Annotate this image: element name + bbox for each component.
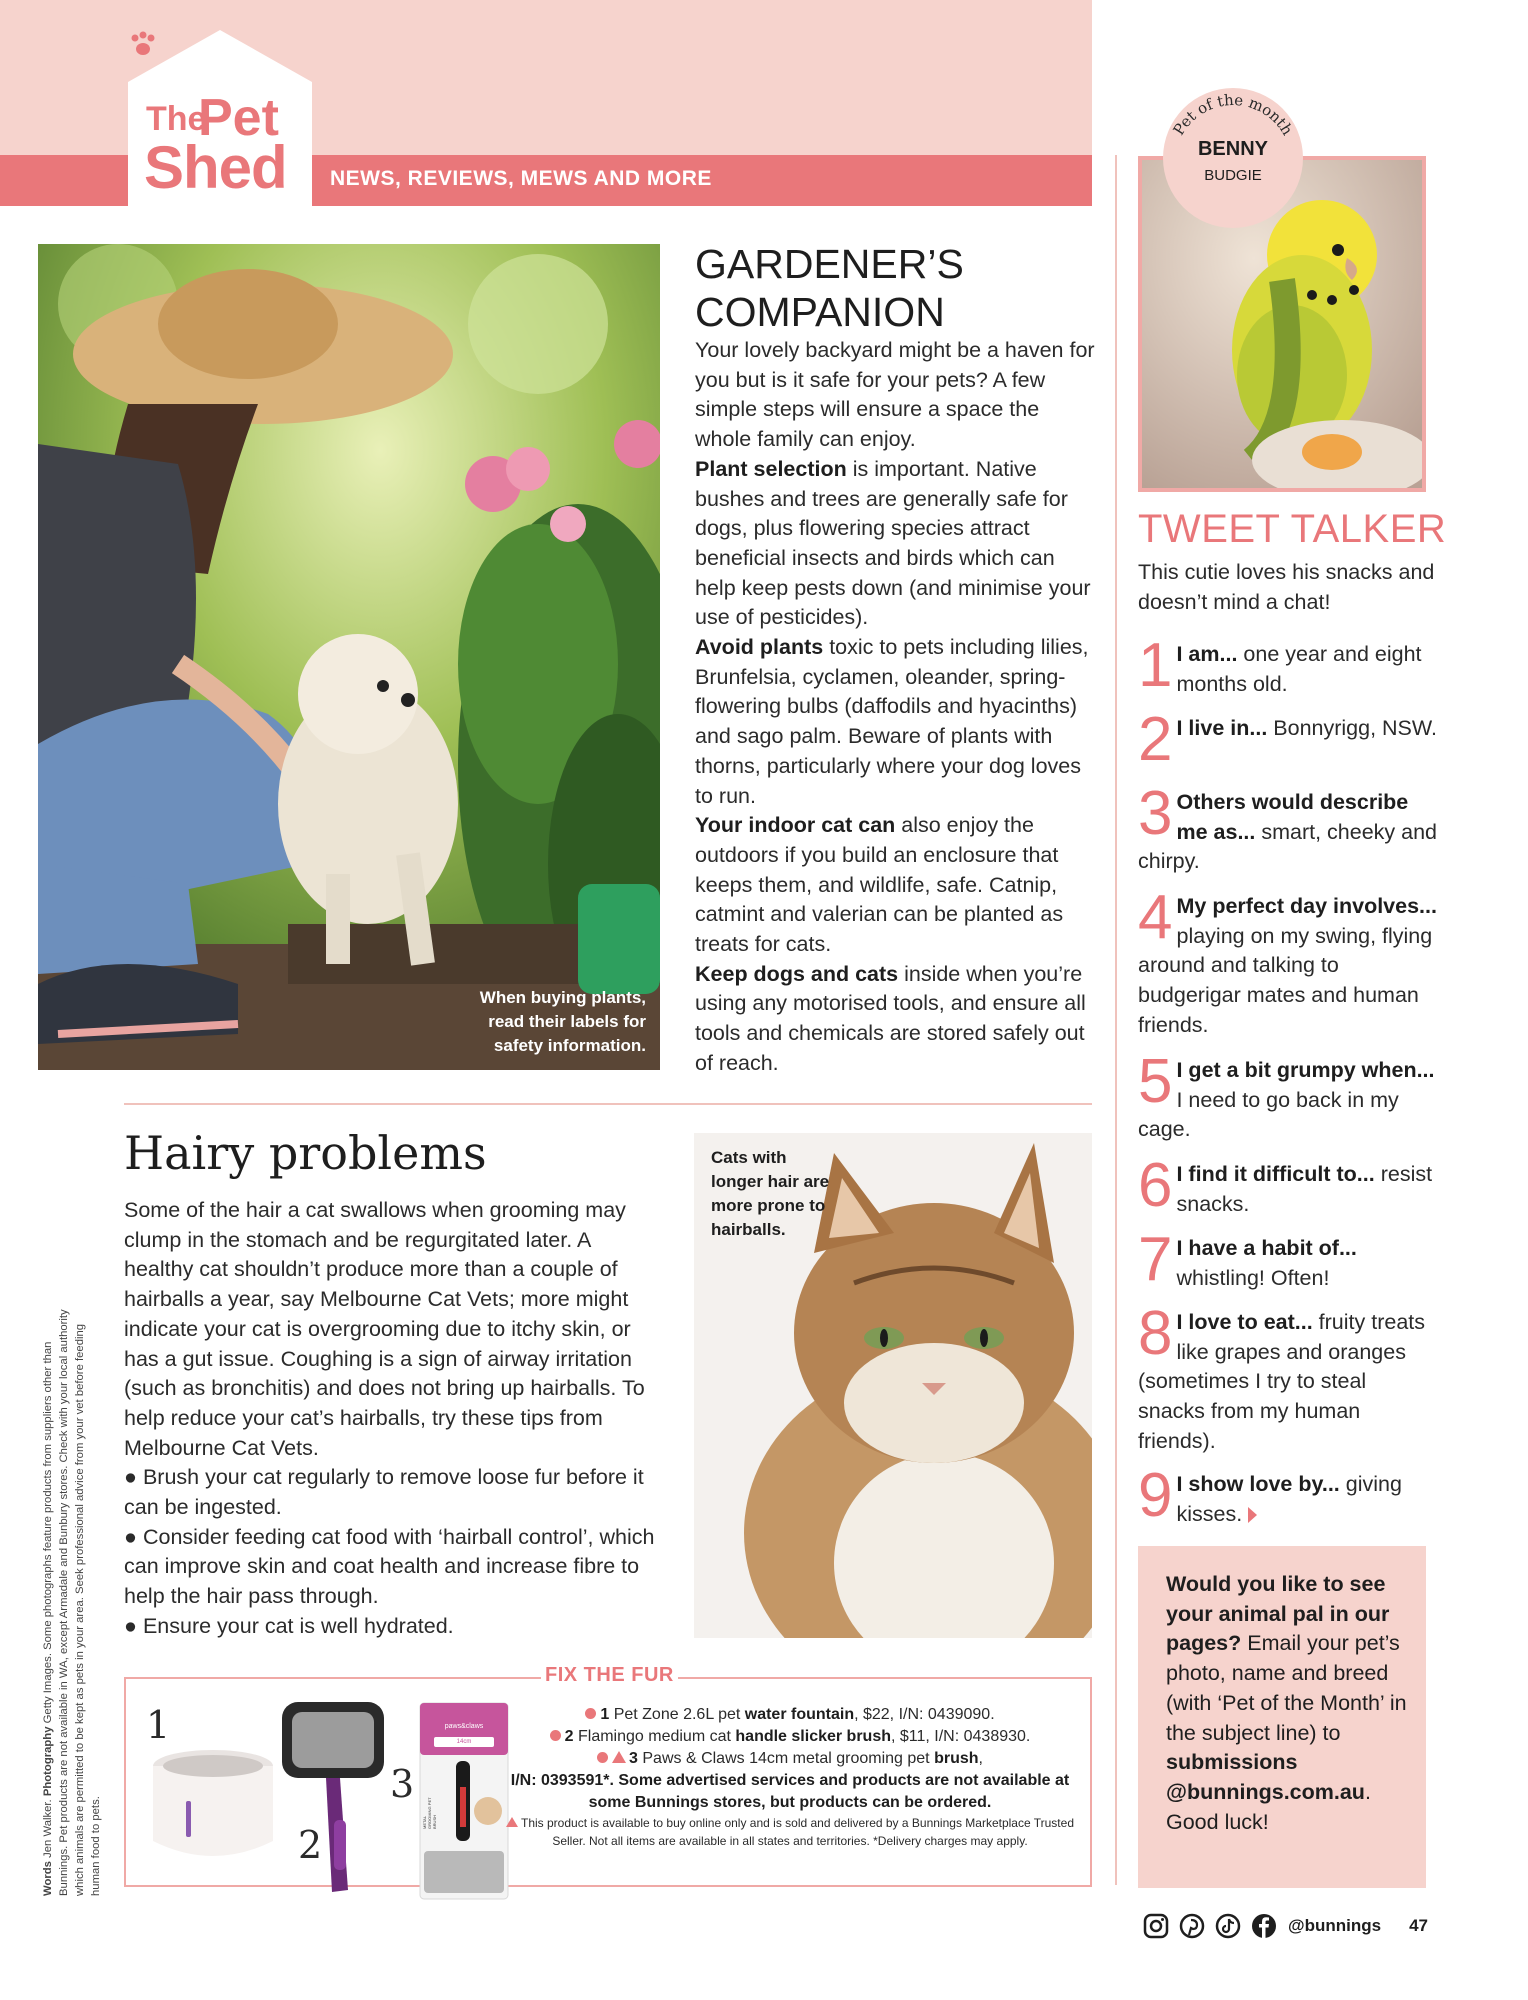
hairy-bullet: ● Consider feeding cat food with ‘hairball control’, which can improve skin and coat health and increase fibre to help the hair pass through. [124,1524,655,1609]
hairy-title: Hairy problems [124,1126,487,1180]
package-size: 14cm [456,1739,472,1745]
pet-shed-logo [128,30,312,206]
qa-item: 6 I find it difficult to... resist snacks. [1138,1151,1433,1220]
column-divider [1115,155,1117,1885]
qa-item: 8 I love to eat... fruity treats like grapes and oranges (sometimes I try to steal snacks from my human friends). [1138,1299,1425,1453]
tiktok-icon[interactable] [1214,1912,1242,1940]
hairy-bullet: ● Brush your cat regularly to remove loose fur before it can be ingested. [124,1465,644,1520]
paw-icon [128,30,158,60]
gardener-photo-caption: When buying plants, read their labels for safety information. [479,988,646,1055]
slicker-brush-image [278,1700,388,1900]
social-handle[interactable]: @bunnings [1288,1916,1382,1935]
qa-item: 2 I live in... Bonnyrigg, NSW. [1138,705,1437,774]
product-line-2: 2 Flamingo medium cat handle slicker brush, $11, I/N: 0438930. [500,1726,1080,1748]
metal-brush-package-image [418,1701,510,1901]
water-fountain-image [148,1746,278,1866]
gardener-title: GARDENER’S COMPANION [695,241,964,335]
continue-arrow-icon [1248,1507,1257,1523]
qa-item: 9 I show love by... giving kisses. [1138,1461,1402,1530]
qa-item: 5 I get a bit grumpy when... I need to go back in my cage. [1138,1047,1435,1142]
qa-item: 1 I am... one year and eight months old. [1138,631,1422,700]
product-number: 2 [298,1823,323,1867]
package-brand: paws&claws [444,1723,484,1730]
store-dot-icon [597,1752,608,1763]
submission-text: Would you like to see your animal pal in our pages? Email your pet’s photo, name and breed (with ‘Pet of the Month’ in the subject line) to submissions @bunnings.com.au. Good luck! [1166,1572,1407,1834]
pet-name: BENNY [1197,138,1268,160]
header-tagline: NEWS, REVIEWS, MEWS AND MORE [330,167,712,190]
section-divider [124,1103,1092,1105]
qa-item: 3 Others would describe me as... smart, cheeky and chirpy. [1138,779,1438,874]
package-name: METAL GROOMING PET BRUSH [422,1797,437,1829]
tweet-talker-intro: This cutie loves his snacks and doesn’t mind a chat! [1138,560,1435,614]
social-bar [1142,1911,1428,1941]
qa-item: 4 My perfect day involves... playing on my swing, flying around and talking to budgerigar mates and human friends. [1138,883,1437,1037]
pinterest-icon[interactable] [1178,1912,1206,1940]
page-number: 47 [1409,1916,1428,1935]
product-line-3: 3 Paws & Claws 14cm metal grooming pet brush, [500,1748,1080,1770]
instagram-icon[interactable] [1142,1912,1170,1940]
logo-pet: Pet [198,89,279,147]
gardener-body: Your lovely backyard might be a haven for you but is it safe for your pets? A few simple steps will ensure a space the whole family can enjoy. Plant selection is important. Native bushes and trees are generally safe for dogs, plus flowering species attract beneficial insects and birds which can help keep pests down (and minimise your use of pesticides). Avoid plants toxic to pets including lilies, Brunfelsia, cyclamen, oleander, spring-flowering bulbs (daffodils and hyacinths) and sago palm. Beware of plants with thorns, particularly where your dog loves to run. Your indoor cat can also enjoy the outdoors if you build an enclosure that keeps them, and wildlife, safe. Catnip, catmint and valerian can be planted as treats for cats. Keep dogs and cats inside when you’re using any motorised tools, and ensure all tools and chemicals are stored safely out of reach. [695,338,1095,1075]
product-line-1: 1 Pet Zone 2.6L pet water fountain, $22, I/N: 0439090. [500,1704,1080,1726]
fix-the-fur-label: FIX THE FUR [541,1664,678,1687]
hairy-body: Some of the hair a cat swallows when grooming may clump in the stomach and be regurgitated later. A healthy cat shouldn’t produce more than a couple of hairballs a year, say Melbourne Cat Vets; more might indicate your cat is overgrooming due to itchy skin, or has a gut issue. Coughing is a sign of airway irritation (such as bronchitis) and does not bring up hairballs. To help reduce your cat’s hairballs, try these tips from Melbourne Cat Vets. ● Brush your cat regularly to remove loose fur before it can be ingested. ● Consider feeding cat food with ‘hairball control’, which can improve skin and coat health and increase fibre to help the hair pass through. ● Ensure your cat is well hydrated. [124,1196,664,1642]
store-dot-icon [550,1730,561,1741]
qa-item: 7 I have a habit of... whistling! Often! [1138,1225,1357,1294]
marketplace-disclaimer: This product is available to buy online only and is sold and delivered by a Bunnings Marketplace Trusted Seller. Not all items are available in all states and territories. *Delivery charges may apply. [500,1814,1080,1850]
online-triangle-icon [612,1751,626,1763]
facebook-icon[interactable] [1250,1912,1278,1940]
logo-the: The [146,100,207,138]
tweet-talker-title: TWEET TALKER [1138,507,1447,551]
product-number: 3 [390,1762,415,1806]
fix-the-fur-text [500,1704,1080,1850]
logo-shed: Shed [144,134,287,201]
store-dot-icon [585,1708,596,1719]
photo-credits: Words Jen Walker. Photography Getty Images. Some photographs feature products from suppliers other than Bunnings. Pet products are not available in WA, except Armadale and Bunbury stores. Check with your local authority which animals are permitted to be kept as pets in your area. Seek professional advice from your vet before feeding human food to pets. [42,1309,102,1896]
product-availability-note: I/N: 0393591*. Some advertised services and products are not available at some Bunnings stores, but products can be ordered. [510,1772,1070,1811]
cat-photo-caption: Cats with longer hair are more prone to hairballs. [711,1148,830,1239]
hairy-bullet: ● Ensure your cat is well hydrated. [124,1613,454,1638]
online-triangle-icon [506,1817,518,1827]
gardener-photo [38,244,660,1070]
svg-text:Pet of the month: Pet of the month [1169,90,1297,139]
product-number: 1 [146,1703,171,1747]
pet-species: BUDGIE [1204,167,1262,184]
